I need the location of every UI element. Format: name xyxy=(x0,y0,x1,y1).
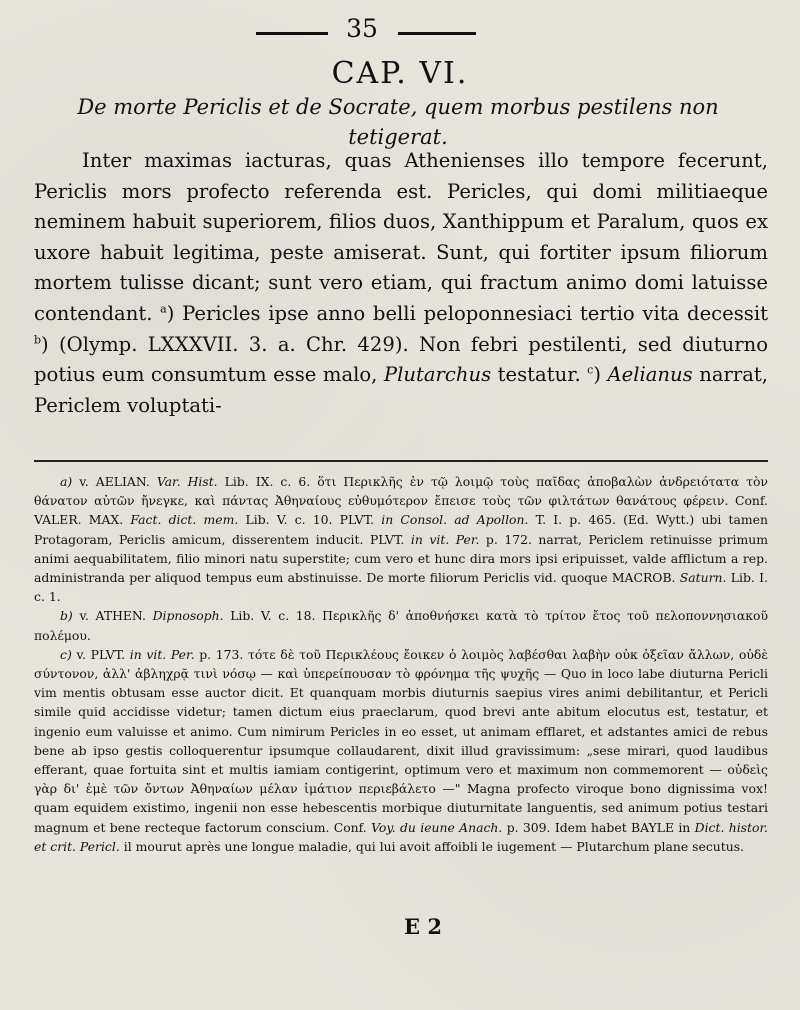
footnote-text: p. 172. narrat, Periclem retinuisse primum animi aequabilitatem, filio minori natu superstite; cum vero et hunc dira mors ipsi eripuisset, valde afflictum a rep. administranda per aliquod tempus eum abstinuisse. De morte filiorum Periclis vid. quoque MACROB. xyxy=(34,531,768,586)
footnote-text: Lib. V. c. 10. PLVT. xyxy=(245,512,375,528)
footnote-text: Lib. I. c. 1. xyxy=(34,570,768,605)
footnote-c xyxy=(34,645,768,856)
author-name: Plutarchus xyxy=(383,363,492,387)
footnote-text: Lib. IX. c. 6. xyxy=(224,474,311,489)
footnote-marker: c) xyxy=(60,646,72,662)
page-header xyxy=(0,10,800,43)
footnote-text: p. 309. Idem habet BAYLE in xyxy=(506,819,691,835)
chapter-heading: CAP. VI. xyxy=(331,56,469,91)
main-text-part: (Olymp. LXXXVII. 3. a. Chr. 429). Non febri pestilenti, sed diuturno potius eum consumtum esse malo, xyxy=(34,332,768,387)
footnote-title: Voy. du ieune Anach. xyxy=(371,819,503,835)
main-text-part: testatur. xyxy=(497,363,581,387)
page-number: 35 xyxy=(346,14,378,43)
footnote-text: v. ATHEN. xyxy=(79,608,146,624)
greek-quote: Περικλῆς δ' ἀποθνήσκει κατὰ τὸ τρίτον ἔτος τοῦ πελοποννησιακοῦ πολέμου. xyxy=(34,608,768,643)
main-text-part: narrat, Periclem voluptati- xyxy=(34,363,769,417)
main-text-part: Inter maximas iacturas, quas Athenienses illo tempore fecerunt, Periclis mors profecto referenda est. Pericles, qui domi militiaeque neminem habuit superiorem, filios duos, Xanthippum et Paralum, quos ex uxore habuit legitima, peste amiserat. Sunt, qui fortiter ipsum filiorum mortem tulisse dicant; sunt vero etiam, qui fractum animo domi latuisse contendant. xyxy=(34,149,768,325)
footnotes xyxy=(34,472,768,856)
footnote-title: Var. Hist. xyxy=(156,474,218,489)
footnote-text: il mourut après une longue maladie, qui lui avoit affoibli le iugement — Plutarchum plane secutus. xyxy=(123,838,744,854)
author-name: Aelianus xyxy=(607,363,693,387)
footnote-title: in Consol. ad Apollon. xyxy=(381,512,529,528)
footnote-text: v. AELIAN. xyxy=(79,474,150,489)
footnote-divider xyxy=(34,460,768,462)
footnote-title: Saturn. xyxy=(679,570,727,586)
greek-quote: τότε δὲ τοῦ Περικλέους ἔοικεν ὁ λοιμὸς λαβέσθαι λαβὴν οὐκ ὀξεῖαν ἄλλων, οὐδὲ σύντονον, ἀλλ' ἀβληχρᾷ τινὶ νόσῳ — καὶ ὑπερείπουσαν τὸ φρόνημα τῆς ψυχῆς — xyxy=(34,646,768,682)
footnote-text: v. PLVT. xyxy=(76,646,126,662)
footnote-a xyxy=(34,472,768,606)
footnote-text: T. I. p. 465. (Ed. Wytt.) ubi tamen Protagoram, Periclis amicum, disserentem inducit. PLVT. xyxy=(34,512,768,547)
greek-quote: οὐδεὶς γὰρ δι' ἐμὲ τῶν ὄντων Ἀθηναίων μέλαν ἱμάτιον περιεβάλετο —" xyxy=(34,762,768,797)
signature-mark: E 2 xyxy=(404,914,442,939)
header-rule-left xyxy=(256,32,328,35)
main-text: Inter maximas iacturas, quas Athenienses illo tempore fecerunt, Periclis mors profecto referenda est. Pericles, qui domi militiaeque neminem habuit superiorem, filios duos, Xanthippum et Paralum, quos ex uxore habuit legitima, peste amiserat. Sunt, qui fortiter ipsum filiorum mortem tulisse dicant; sunt vero etiam, qui fractum animo domi latuisse contendant. $^a$) Pericles ipse anno belli peloponnesiaci tertio vita decessit $^b$) (Olymp. LXXXVII. 3. a. Chr. 429). Non febri pestilenti, sed diuturno potius eum consumtum esse malo, Plutarchus testatur. $^c$) Aelianus narrat, Periclem voluptati- xyxy=(34,149,769,417)
footnote-text: p. 173. xyxy=(199,646,244,662)
footnote-marker: a) xyxy=(60,474,73,489)
footnote-title: Dict. histor. et crit. Pericl. xyxy=(34,819,768,854)
footnote-title: Fact. dict. mem. xyxy=(130,512,239,528)
footnote-ref-c: c xyxy=(587,363,594,377)
footnote-ref-a: a xyxy=(160,302,167,316)
footnote-title: in vit. Per. xyxy=(410,531,480,547)
footnote-text: Conf. VALER. MAX. xyxy=(34,493,768,528)
footnote-marker: b) xyxy=(60,608,73,624)
footnote-text: Lib. V. c. 18. xyxy=(230,608,316,624)
footnote-title: Dipnosoph. xyxy=(152,608,224,624)
footnote-text: Magna profecto viroque bono dignissima vox! quam equidem existimo, ingenii non esse hebescentis morbique diuturnitate languentis, sed animum potius testari magnum et bene recteque factorum conscium. Conf. xyxy=(34,781,768,835)
footnote-text: Quo in loco labe diuturna Pericli vim mentis obtusam esse auctor dicit. Et quanquam morbis diuturnis saepius vires animi debilitantur, et Pericli simile quid accidisse videtur; tamen dictum eius praeclarum, quod brevi ante abitum elocutus est, testatur, et ingenio eum valuisse et animo. Cum nimirum Pericles in eo esset, ut animam efflaret, et adstantes amici de rebus bene ab ipso gestis colloquerentur ipsumque collaudarent, dixit illud gravissimum: „sese mirari, quod laudibus efferant, quae fortuita sint et multis iamiam contigerint, optimum vero et maximum non commemorent — xyxy=(34,666,768,778)
chapter-subtitle: De morte Periclis et de Socrate, quem morbus pestilens non tetigerat. xyxy=(77,95,719,149)
footnote-title: in vit. Per. xyxy=(129,646,195,662)
footnote-b xyxy=(34,606,768,644)
header-rule-right xyxy=(398,32,476,35)
greek-quote: ὅτι Περικλῆς ἐν τῷ λοιμῷ τοὺς παῖδας ἀποβαλὼν ἀνδρειότατα τὸν θάνατον αὐτῶν ἤνεγκε, καὶ πάντας Ἀθηναίους εὐθυμότερον ἔπεισε τοὺς τῶν φιλτάτων θανάτους φέρειν. xyxy=(34,474,768,509)
main-text-part: Pericles ipse anno belli peloponnesiaci tertio vita decessit xyxy=(182,301,768,325)
footnote-ref-b: b xyxy=(34,333,42,347)
